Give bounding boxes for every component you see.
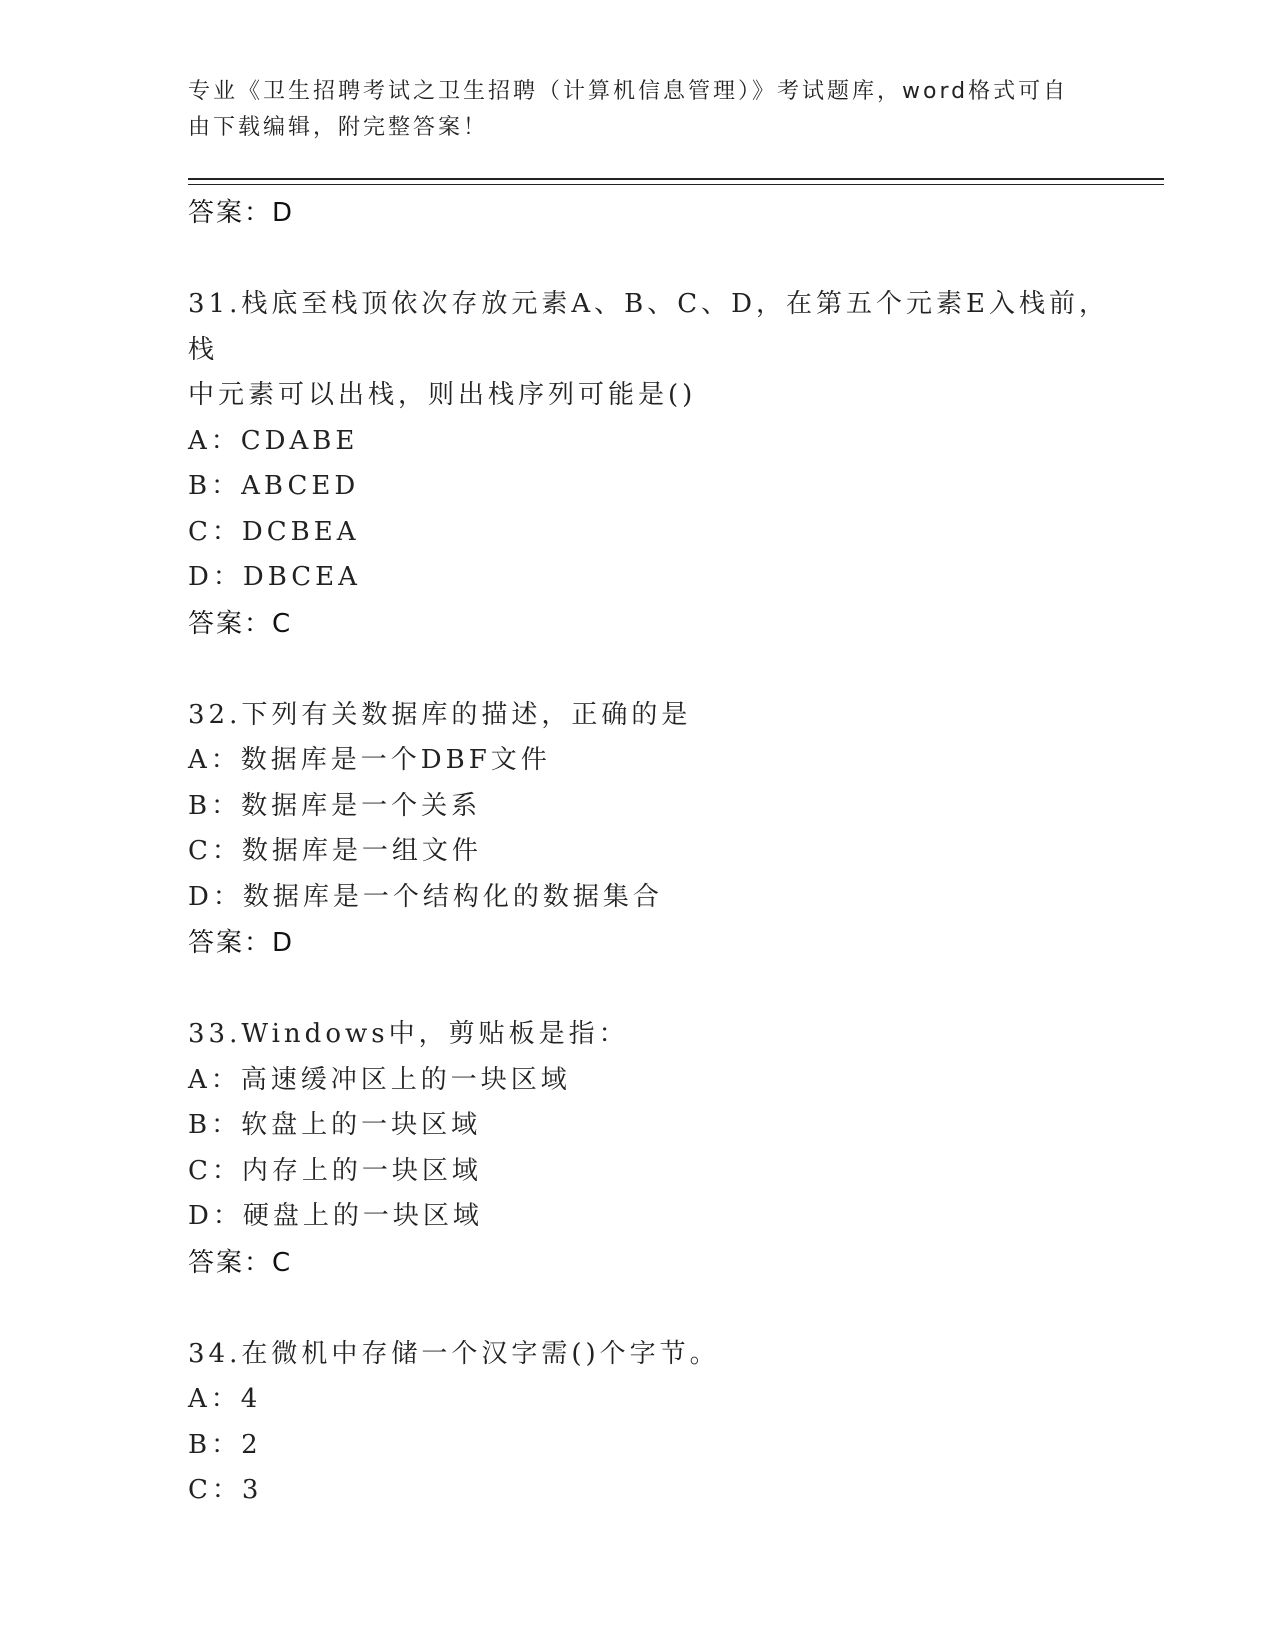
option-c: C：内存上的一块区域 xyxy=(188,1155,482,1186)
question-stem xyxy=(188,282,1128,419)
option-b: B：数据库是一个关系 xyxy=(188,790,482,821)
header-divider-thin xyxy=(188,184,1164,185)
option-c: C：DCBEA xyxy=(188,516,360,547)
answer-line: 答案：C xyxy=(188,608,293,639)
question-31 xyxy=(188,282,1128,647)
spacer xyxy=(188,236,1128,282)
question-32 xyxy=(188,693,1128,967)
option-d: D：DBCEA xyxy=(188,562,361,592)
spacer xyxy=(188,1286,1128,1332)
option-c: C：数据库是一组文件 xyxy=(188,836,482,866)
question-stem-line-2: 中元素可以出栈，则出栈序列可能是() xyxy=(188,380,697,410)
question-34 xyxy=(188,1332,1128,1514)
option-a: A：CDABE xyxy=(188,425,359,456)
answer-line: 答案：D xyxy=(188,928,295,958)
question-stem-line-1: 31.栈底至栈顶依次存放元素A、B、C、D，在第五个元素E入栈前，栈 xyxy=(188,289,1109,365)
option-d: D：硬盘上的一块区域 xyxy=(188,1201,483,1231)
option-b: B：ABCED xyxy=(188,471,360,501)
option-c: C：3 xyxy=(188,1475,263,1505)
spacer xyxy=(188,966,1128,1012)
option-a: A：数据库是一个DBF文件 xyxy=(188,745,551,775)
question-list xyxy=(188,190,1128,1514)
option-b: B：2 xyxy=(188,1429,262,1460)
option-a: A：4 xyxy=(188,1384,262,1414)
spacer xyxy=(188,647,1128,693)
header-line-1: 专业《卫生招聘考试之卫生招聘（计算机信息管理）》考试题库，word格式可自 xyxy=(188,79,1069,104)
question-stem-line-1: 34.在微机中存储一个汉字需()个字节。 xyxy=(188,1338,720,1369)
question-stem xyxy=(188,693,1128,739)
header-line-2: 由下载编辑，附完整答案！ xyxy=(188,115,489,140)
document-header xyxy=(188,74,1088,146)
answer-line: 答案：C xyxy=(188,1247,293,1278)
option-b: B：软盘上的一块区域 xyxy=(188,1110,482,1140)
question-33 xyxy=(188,1012,1128,1286)
question-stem-line-1: 32.下列有关数据库的描述，正确的是 xyxy=(188,699,692,730)
question-stem xyxy=(188,1012,1128,1058)
previous-answer: 答案：D xyxy=(188,198,295,228)
question-stem xyxy=(188,1332,1128,1378)
question-stem-line-1: 33.Windows中，剪贴板是指： xyxy=(188,1019,629,1049)
option-a: A：高速缓冲区上的一块区域 xyxy=(188,1064,571,1095)
option-d: D：数据库是一个结构化的数据集合 xyxy=(188,881,663,912)
header-divider-thick xyxy=(188,178,1164,180)
